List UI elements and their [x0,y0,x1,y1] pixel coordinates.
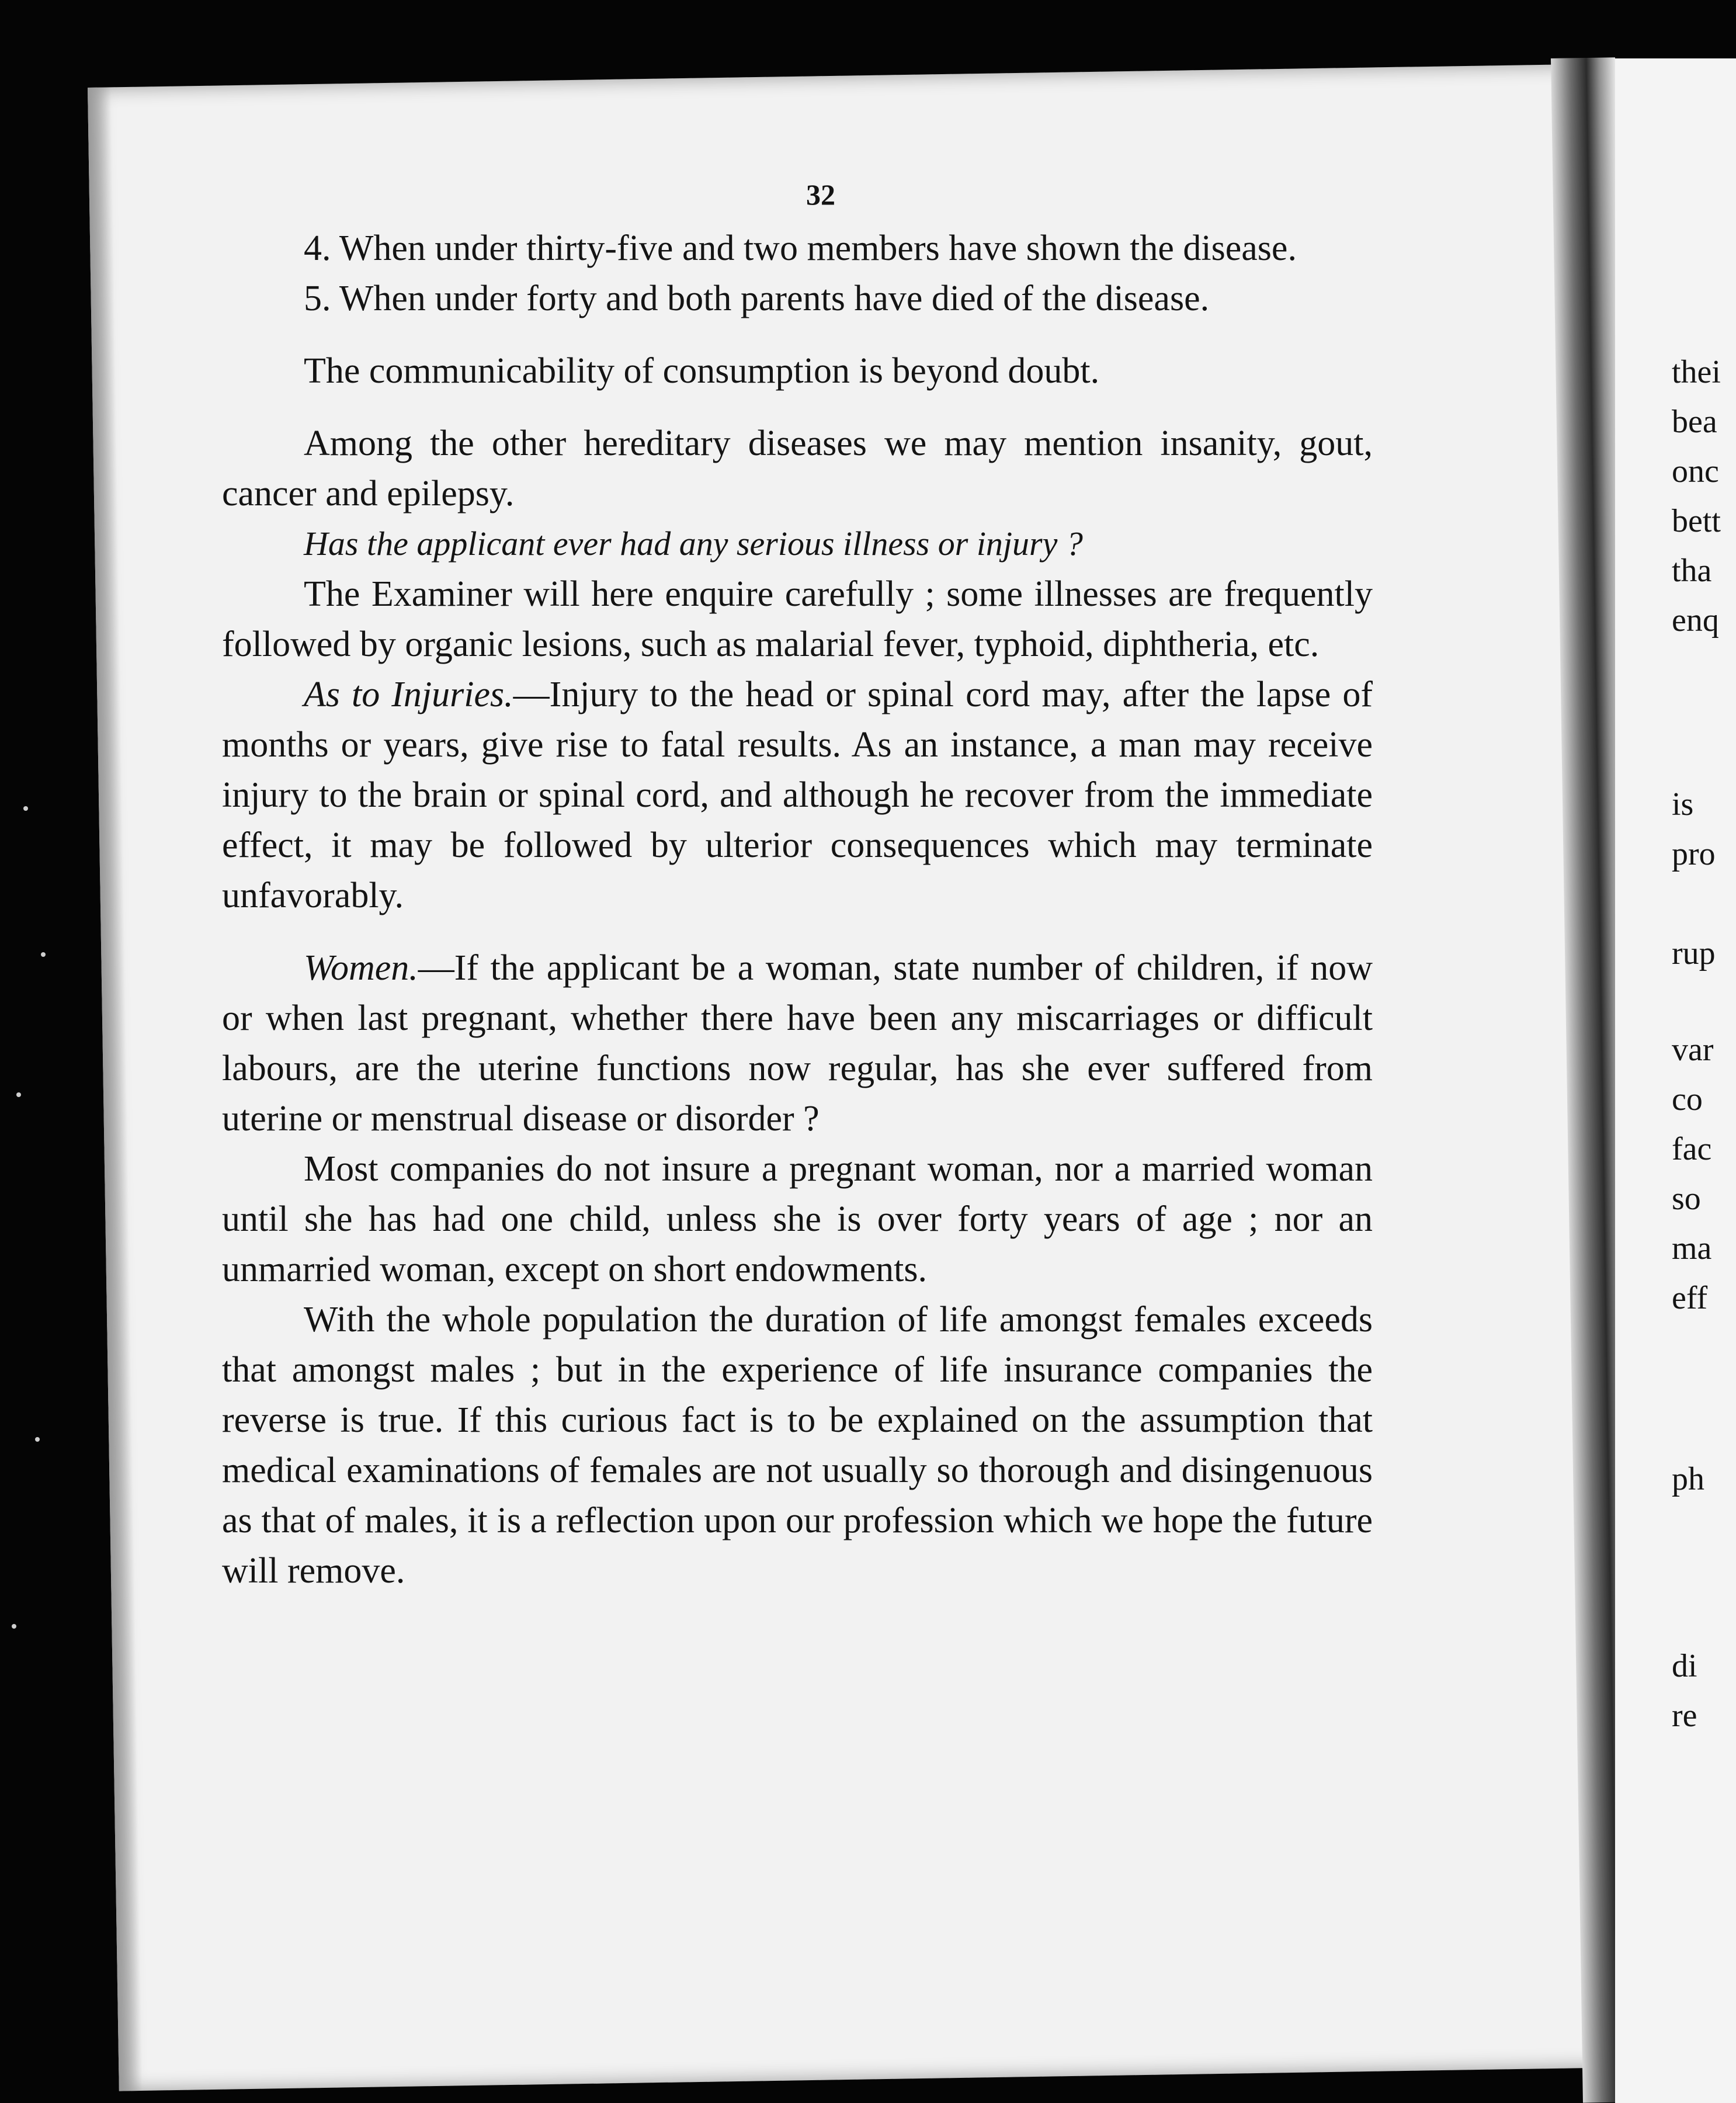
facing-fragment: is [1672,786,1694,823]
scan-speck [16,1092,21,1097]
page-text [222,169,1373,1596]
facing-fragment: fac [1672,1131,1712,1167]
facing-fragment: enq [1672,602,1719,638]
injuries-text: —Injury to the head or spinal cord may, after the lapse of months or years, give rise to fatal results. As an instance, a man may receive injury to the brain or spinal cord, and although he recover from the immediate effect, it may be followed by ulterior consequences which may terminate unfavorably. [222,675,1373,915]
page-number: 32 [806,178,835,211]
paragraph-population: With the whole population the duration of life amongst females exceeds that amongst males ; but in the experience of life insurance companies the reverse is true. If this curious fact is to be explained on the assumption that medical examinations of females are not usually so thorough and disingenuous as that of males, it is a reflection upon our profession which we hope the future will remove. [222,1300,1373,1591]
facing-fragment: thei [1672,354,1721,390]
facing-fragment: bea [1672,404,1717,440]
facing-fragment: onc [1672,453,1719,490]
paragraph-hereditary-diseases: Among the other hereditary diseases we may mention insanity, gout, cancer and epilepsy. [222,424,1373,513]
facing-fragment: ma [1672,1230,1712,1266]
paragraph-women [222,943,1373,1144]
paragraph-communicability: The communicability of consumption is beyond doubt. [304,351,1100,391]
scan-speck [12,1624,16,1629]
paragraph-injuries [222,669,1373,921]
facing-fragment: rup [1672,935,1716,971]
facing-fragment: var [1672,1032,1714,1068]
facing-fragment: pro [1672,836,1716,872]
paragraph-item-4: 4. When under thirty-five and two members have shown the disease. [304,228,1297,268]
facing-fragment: so [1672,1181,1701,1217]
women-text: —If the applicant be a woman, state number of children, if now or when last pregnant, whether there have been any miscarriages or difficult labours, are the uterine functions now regular, has she ever suffered from uterine or menstrual disease or disorder ? [222,948,1373,1139]
scan-speck [35,1437,40,1442]
facing-fragment: re [1672,1698,1697,1734]
women-heading: Women. [304,948,418,988]
question-serious-illness: Has the applicant ever had any serious illness or injury ? [304,525,1083,563]
facing-fragment: eff [1672,1280,1708,1316]
facing-fragment: ph [1672,1461,1704,1497]
paragraph-examiner: The Examiner will here enquire carefully ; some illnesses are frequently followed by organic lesions, such as malarial fever, typhoid, diphtheria, etc. [222,574,1373,664]
facing-fragment: bett [1672,503,1721,539]
facing-fragment: tha [1672,553,1712,589]
paragraph-item-5: 5. When under forty and both parents have died of the disease. [304,279,1210,318]
facing-fragment: co [1672,1081,1703,1118]
facing-fragment: di [1672,1648,1697,1684]
paragraph-companies: Most companies do not insure a pregnant woman, nor a married woman until she has had one child, unless she is over forty years of age ; nor an unmarried woman, except on short endowments. [222,1149,1373,1289]
scan-speck [23,806,28,811]
injuries-heading: As to Injuries. [304,675,513,714]
scan-speck [41,952,46,957]
